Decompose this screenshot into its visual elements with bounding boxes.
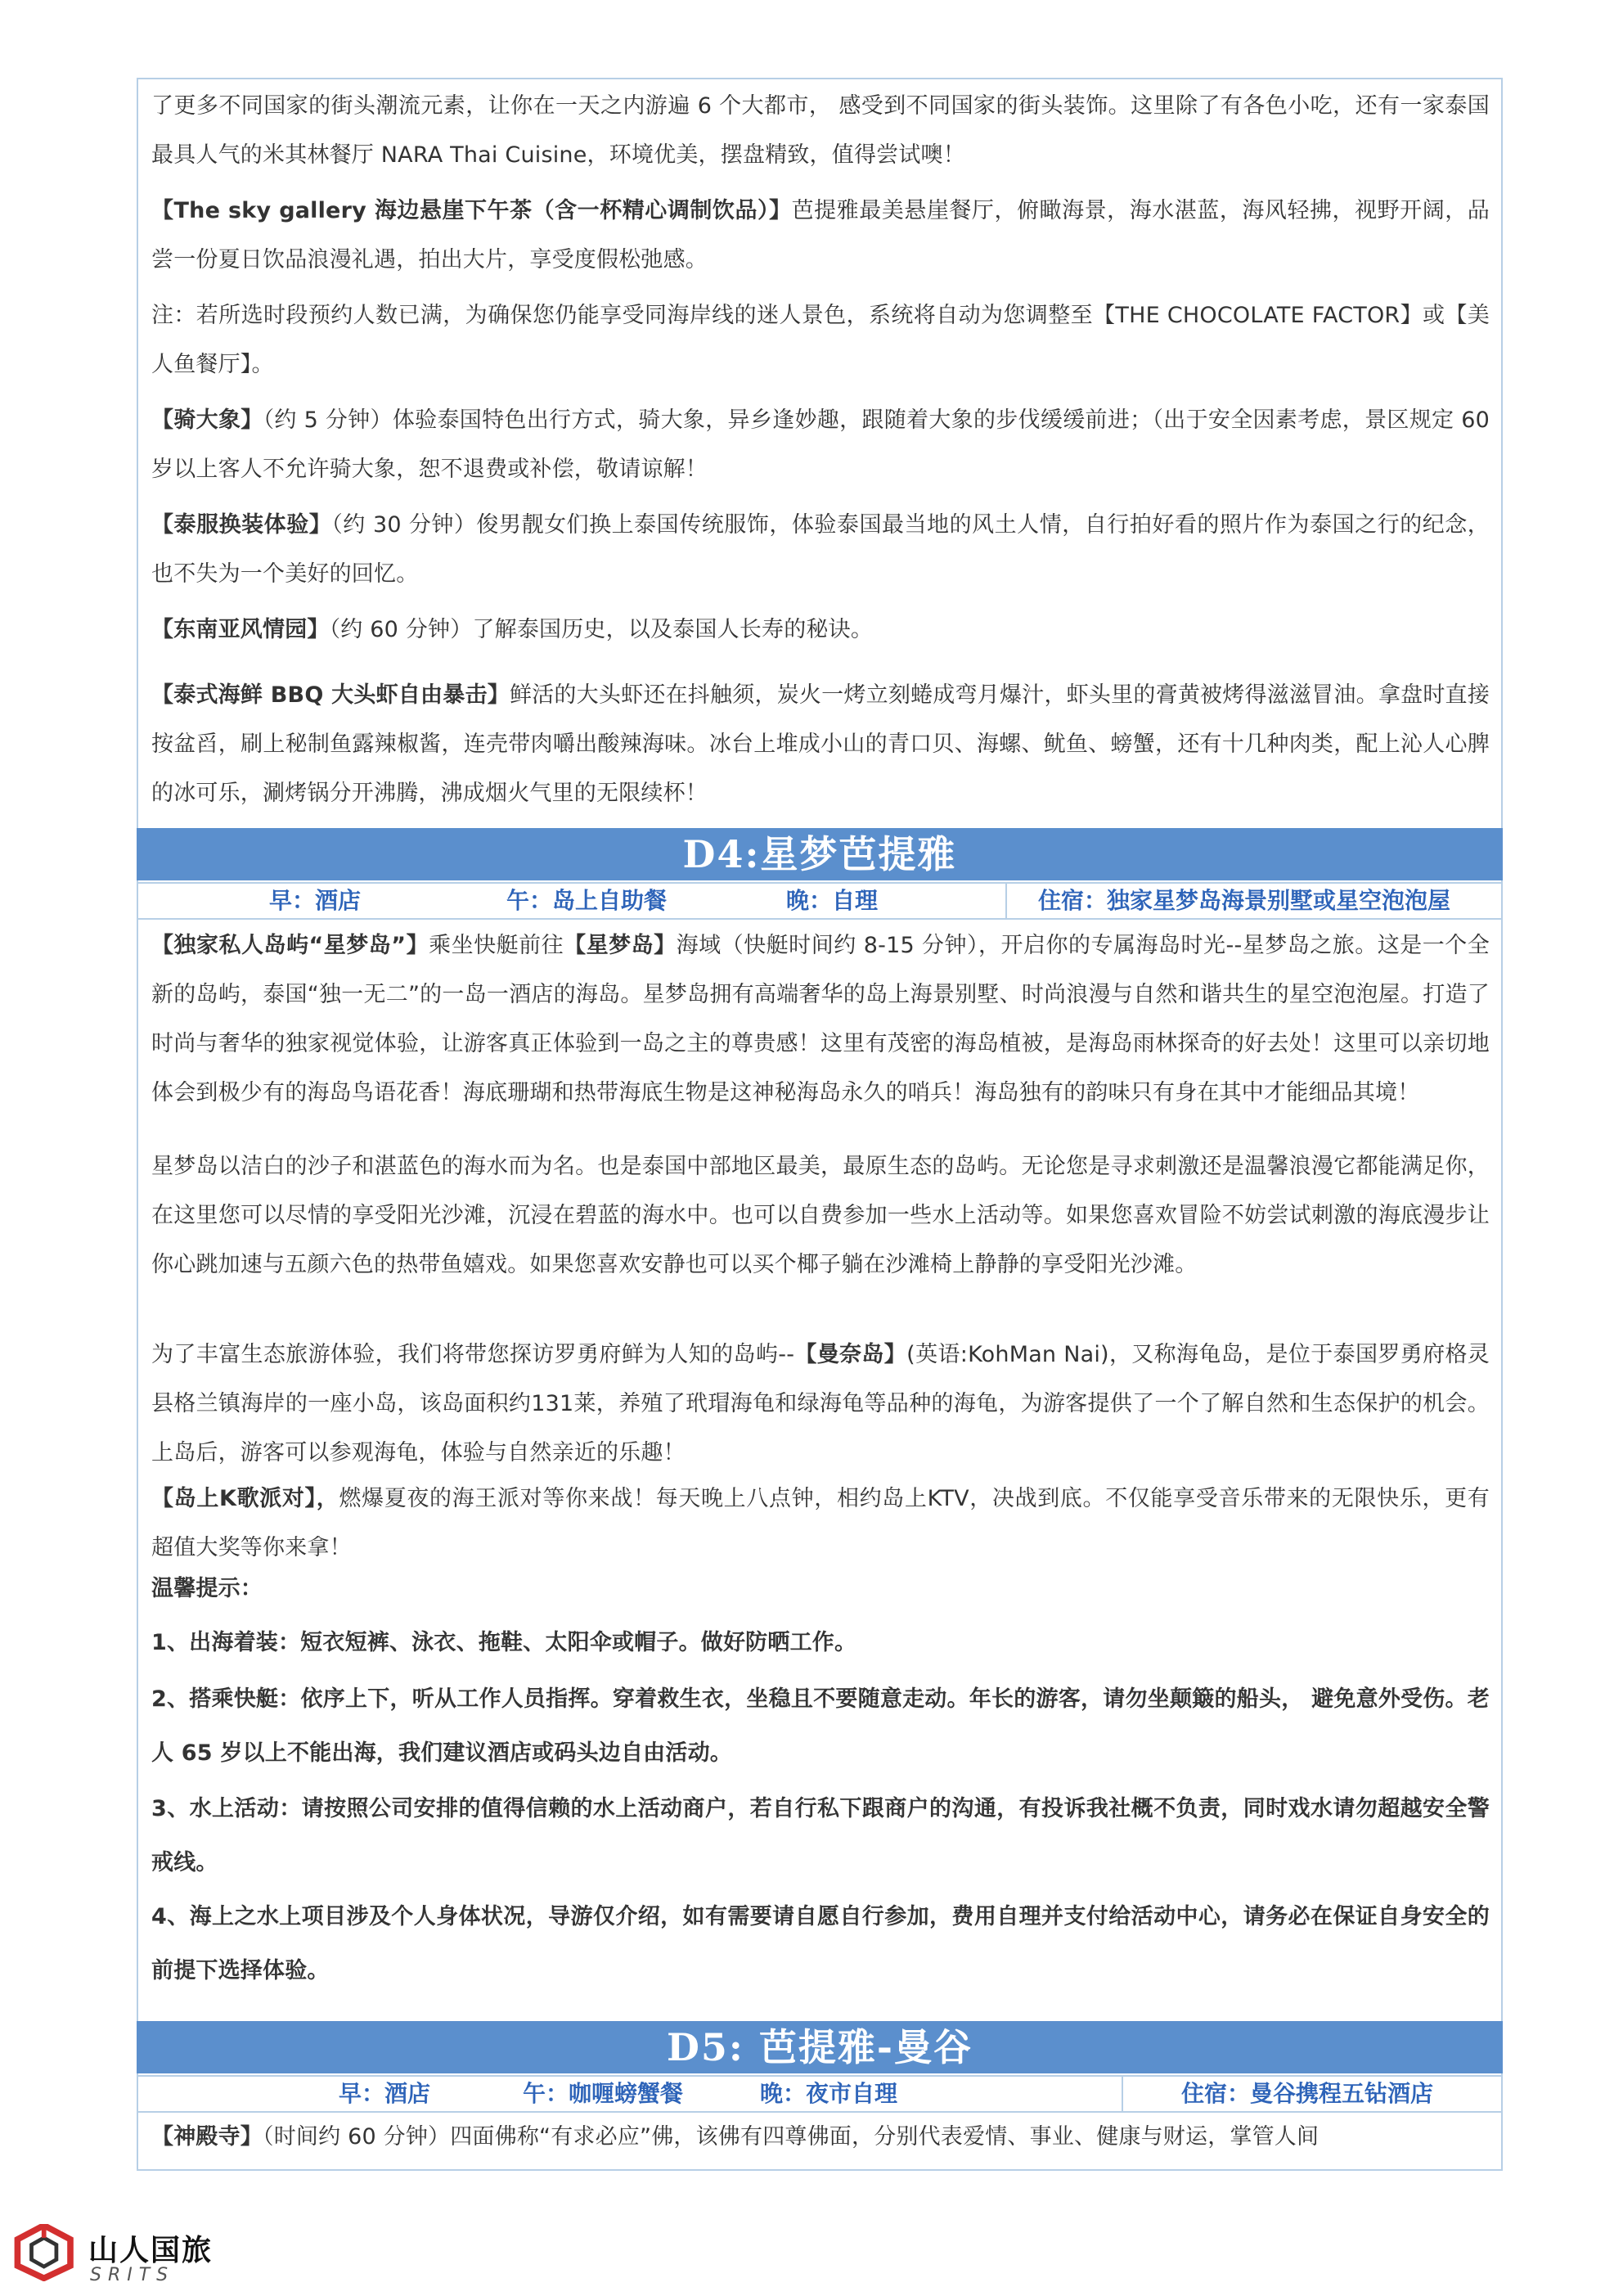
paragraph: 了更多不同国家的街头潮流元素，让你在一天之内游遍 6 个大都市， 感受到不同国家的街头装饰。这里除了有各色小吃，还有一家泰国最具人气的米其林餐厅 NARA Thai Cuisine，环境优美，摆盘精致，值得尝试噢！ xyxy=(151,93,1490,168)
tip-item: 2、搭乘快艇：依序上下，听从工作人员指挥。穿着救生衣，坐稳且不要随意走动。年长的游客，请勿坐颠簸的船头， 避免意外受伤。老人 65 岁以上不能出海，我们建议酒店或码头边自由活动。 xyxy=(151,1686,1490,1766)
day5-meals-row xyxy=(137,2075,1503,2113)
section-title: 【泰式海鲜 BBQ 大头虾自由暴击】 xyxy=(151,682,510,708)
section-title: 【泰服换装体验】 xyxy=(151,512,332,538)
paragraph: 【岛上K歌派对】，燃爆夏夜的海王派对等你来战！每天晚上八点钟，相约岛上KTV，决战到底。不仅能享受音乐带来的无限快乐，更有超值大奖等你来拿！ xyxy=(151,1486,1490,1560)
tips-title: 温馨提示： xyxy=(151,1576,263,1601)
tip-item: 4、海上之水上项目涉及个人身体状况，导游仅介绍，如有需要请自愿自行参加，费用自理并支付给活动中心，请务必在保证自身安全的前提下选择体验。 xyxy=(151,1904,1490,1983)
section-title: 【东南亚风情园】 xyxy=(151,617,330,642)
day5-banner: D5: 芭提雅-曼谷 xyxy=(137,2021,1503,2073)
section-title: 【独家私人岛屿“星梦岛”】 xyxy=(151,933,429,958)
divider xyxy=(1005,884,1007,918)
logo-name: 山人国旅 xyxy=(88,2233,214,2267)
note: 注：若所选时段预约人数已满，为确保您仍能享受同海岸线的迷人景色，系统将自动为您调整至【THE CHOCOLATE FACTOR】或【美人鱼餐厅】。 xyxy=(151,303,1490,377)
stay-label: 住宿：曼谷携程五钻酒店 xyxy=(1181,2080,1434,2107)
tip-item: 3、水上活动：请按照公司安排的值得信赖的水上活动商户，若自行私下跟商户的沟通，有投诉我社概不负责，同时戏水请勿超越安全警戒线。 xyxy=(151,1796,1490,1875)
paragraph: 【骑大象】（约 5 分钟）体验泰国特色出行方式，骑大象，异乡逢妙趣，跟随着大象的步伐缓缓前进；（出于安全因素考虑，景区规定 60 岁以上客人不允许骑大象，恕不退费或补偿，敬请谅解！ xyxy=(151,407,1490,482)
section-title: 【岛上K歌派对】， xyxy=(151,1486,339,1511)
paragraph: 【东南亚风情园】（约 60 分钟）了解泰国历史，以及泰国人长寿的秘诀。 xyxy=(151,617,874,642)
section-title: 【神殿寺】 xyxy=(151,2124,263,2150)
paragraph: 【独家私人岛屿“星梦岛”】乘坐快艇前往【星梦岛】海域（快艇时间约 8-15 分钟），开启你的专属海岛时光--星梦岛之旅。这是一个全新的岛屿，泰国“独一无二”的一岛一酒店的海岛。星梦岛拥有高端奢华的岛上海景别墅、时尚浪漫与自然和谐共生的星空泡泡屋。打造了时尚与奢华的独家视觉体验，让游客真正体验到一岛之主的尊贵感！这里有茂密的海岛植被，是海岛雨林探奇的好去处！这里可以亲切地体会到极少有的海岛鸟语花香！海底珊瑚和热带海底生物是这神秘海岛永久的哨兵！海岛独有的韵味只有身在其中才能细品其境！ xyxy=(151,933,1490,1105)
logo-mark-icon xyxy=(17,2226,70,2279)
dinner-label: 晚：夜市自理 xyxy=(760,2080,898,2107)
day4-meals-row xyxy=(137,882,1503,920)
dinner-label: 晚：自理 xyxy=(786,887,879,914)
stay-label: 住宿：独家星梦岛海景别墅或星空泡泡屋 xyxy=(1038,887,1451,914)
lunch-label: 午：岛上自助餐 xyxy=(506,887,668,914)
divider xyxy=(1122,2077,1123,2111)
paragraph: 【神殿寺】（时间约 60 分钟）四面佛称“有求必应”佛，该佛有四尊佛面，分别代表爱情、事业、健康与财运，掌管人间 xyxy=(151,2124,1320,2150)
paragraph: 【泰服换装体验】（约 30 分钟）俊男靓女们换上泰国传统服饰，体验泰国最当地的风土人情，自行拍好看的照片作为泰国之行的纪念，也不失为一个美好的回忆。 xyxy=(151,512,1490,587)
logo-subtitle: SRITS xyxy=(90,2265,175,2285)
breakfast-label: 早：酒店 xyxy=(339,2080,431,2107)
paragraph: 星梦岛以洁白的沙子和湛蓝色的海水而为名。也是泰国中部地区最美，最原生态的岛屿。无论您是寻求刺激还是温馨浪漫它都能满足你，在这里您可以尽情的享受阳光沙滩，沉浸在碧蓝的海水中。也可以自费参加一些水上活动等。如果您喜欢冒险不妨尝试刺激的海底漫步让你心跳加速与五颜六色的热带鱼嬉戏。如果您喜欢安静也可以买个椰子躺在沙滩椅上静静的享受阳光沙滩。 xyxy=(151,1154,1490,1277)
section-title: 【The sky gallery 海边悬崖下午茶（含一杯精心调制饮品）】 xyxy=(151,198,792,223)
day4-banner: D4:星梦芭提雅 xyxy=(137,828,1503,880)
lunch-label: 午：咖喱螃蟹餐 xyxy=(523,2080,684,2107)
paragraph: 【The sky gallery 海边悬崖下午茶（含一杯精心调制饮品）】芭提雅最美悬崖餐厅，俯瞰海景，海水湛蓝，海风轻拂，视野开阔，品尝一份夏日饮品浪漫礼遇，拍出大片，享受度假松弛感。 xyxy=(151,198,1490,272)
section-title: 【骑大象】 xyxy=(151,407,263,433)
paragraph: 为了丰富生态旅游体验，我们将带您探访罗勇府鲜为人知的岛屿--【曼奈岛】(英语:KohMan Nai)，又称海龟岛，是位于泰国罗勇府格灵县格兰镇海岸的一座小岛，该岛面积约131莱，养殖了玳瑁海龟和绿海龟等品种的海龟，为游客提供了一个了解自然和生态保护的机会。上岛后，游客可以参观海龟，体验与自然亲近的乐趣！ xyxy=(151,1342,1490,1465)
breakfast-label: 早：酒店 xyxy=(269,887,362,914)
tip-item: 1、出海着装：短衣短裤、泳衣、拖鞋、太阳伞或帽子。做好防晒工作。 xyxy=(151,1630,857,1655)
paragraph: 【泰式海鲜 BBQ 大头虾自由暴击】鲜活的大头虾还在抖触须，炭火一烤立刻蜷成弯月爆汁，虾头里的膏黄被烤得滋滋冒油。拿盘时直接按盆舀，刷上秘制鱼露辣椒酱，连壳带肉嚼出酸辣海味。冰台上堆成小山的青口贝、海螺、鱿鱼、螃蟹，还有十几种肉类，配上沁人心脾的冰可乐，涮烤锅分开沸腾，沸成烟火气里的无限续杯！ xyxy=(151,682,1490,806)
